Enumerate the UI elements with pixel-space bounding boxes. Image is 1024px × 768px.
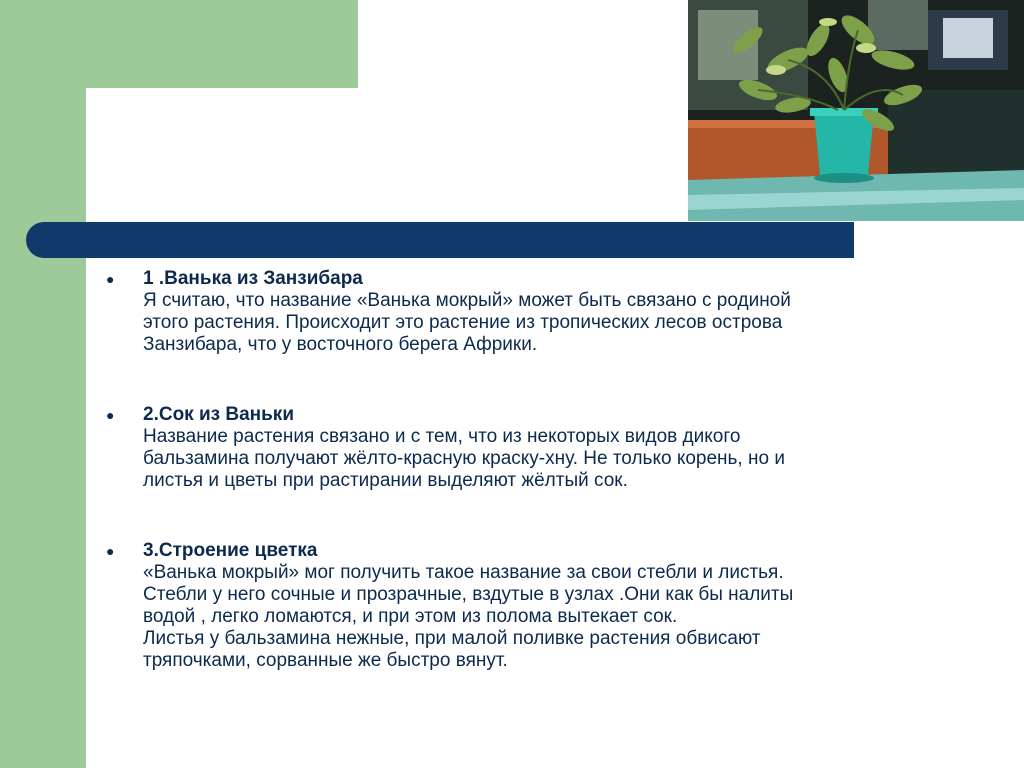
item-text-line: этого растения. Происходит это растение из тропических лесов острова bbox=[143, 312, 783, 333]
item-text-line: тряпочками, сорванные же быстро вянут. bbox=[143, 650, 508, 671]
item-text-line: Я считаю, что название «Ванька мокрый» может быть связано с родиной bbox=[143, 290, 791, 311]
item-text-line: Стебли у него сочные и прозрачные, вздутые в узлах .Они как бы налиты bbox=[143, 584, 794, 605]
bullet-icon: ● bbox=[106, 407, 115, 423]
content-corner bbox=[86, 88, 146, 148]
item-text-line: «Ванька мокрый» мог получить такое название за свои стебли и листья. bbox=[143, 562, 784, 583]
item-text-line: водой , легко ломаются, и при этом из полома вытекает сок. bbox=[143, 606, 678, 627]
item-heading: 2.Сок из Ваньки bbox=[143, 404, 294, 425]
title-bar bbox=[26, 222, 854, 258]
list-item bbox=[104, 404, 954, 492]
bullet-icon: ● bbox=[106, 543, 115, 559]
list-item bbox=[104, 268, 954, 356]
item-text-line: Листья у бальзамина нежные, при малой поливке растения обвисают bbox=[143, 628, 761, 649]
item-heading: 1 .Ванька из Занзибара bbox=[143, 268, 363, 289]
list-item bbox=[104, 540, 954, 672]
bullet-icon: ● bbox=[106, 271, 115, 287]
item-text-line: Название растения связано и с тем, что из некоторых видов дикого bbox=[143, 426, 741, 447]
plant-photo bbox=[688, 0, 1024, 221]
item-text-line: листья и цветы при растирании выделяют жёлтый сок. bbox=[143, 470, 628, 491]
green-side-band bbox=[0, 0, 86, 768]
item-text-line: бальзамина получают жёлто-красную краску-хну. Не только корень, но и bbox=[143, 448, 785, 469]
bullet-list bbox=[104, 268, 954, 672]
item-heading: 3.Строение цветка bbox=[143, 540, 318, 561]
item-text-line: Занзибара, что у восточного берега Африки. bbox=[143, 334, 538, 355]
green-top-band bbox=[86, 0, 358, 88]
